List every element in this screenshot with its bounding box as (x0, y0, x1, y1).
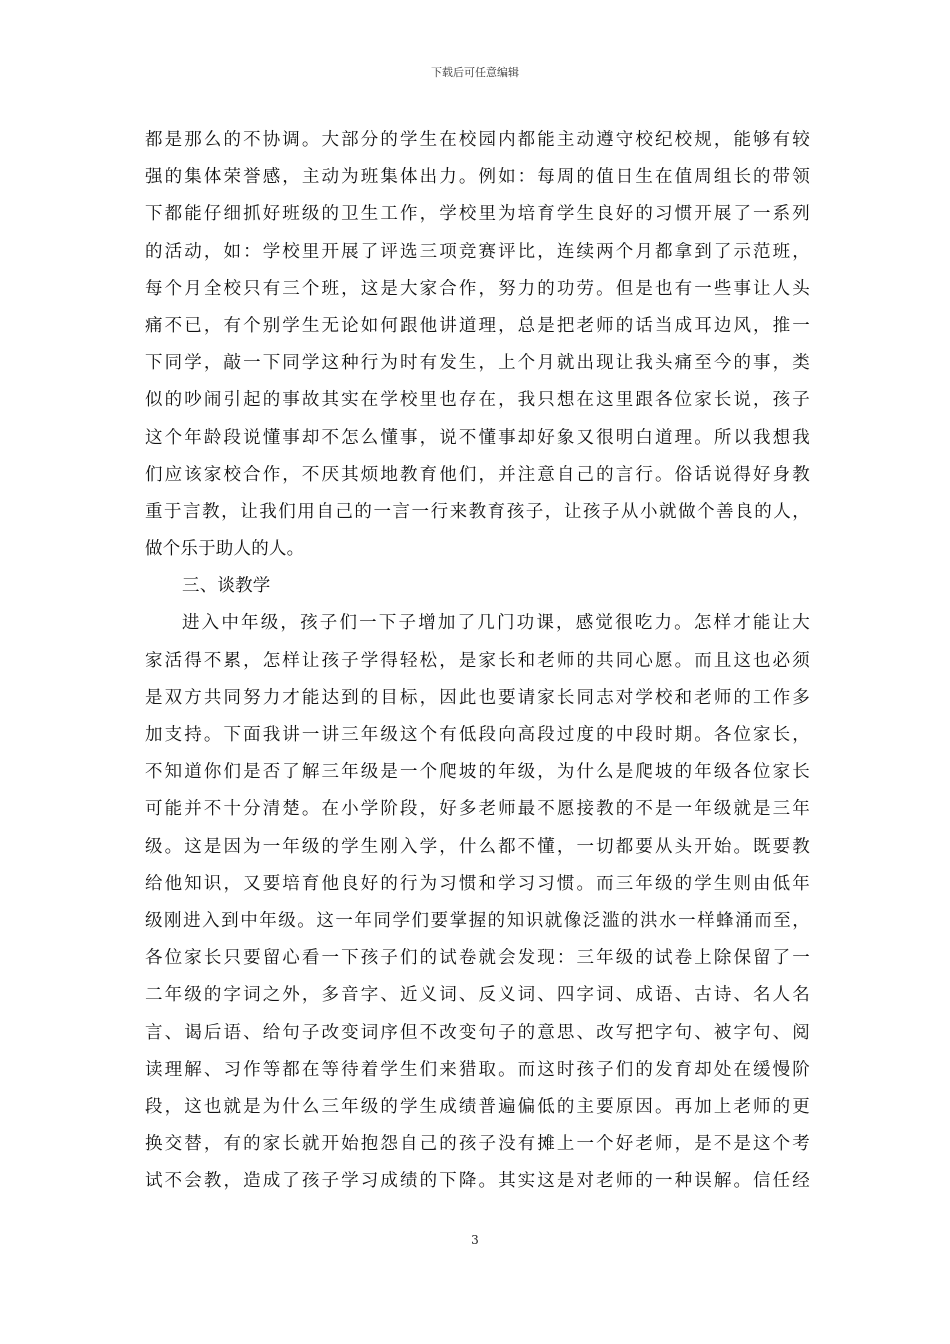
body-line: 加支持。下面我讲一讲三年级这个有低段向高段过度的中段时期。各位家长， (145, 725, 810, 745)
body-line: 各位家长只要留心看一下孩子们的试卷就会发现：三年级的试卷上除保留了一 (145, 948, 810, 969)
body-line: 给他知识，又要培育他良好的行为习惯和学习习惯。而三年级的学生则由低年 (145, 873, 810, 894)
body-line: 每个月全校只有三个班，这是大家合作，努力的功劳。但是也有一些事让人头 (145, 278, 810, 299)
body-line: 二年级的字词之外，多音字、近义词、反义词、四字词、成语、古诗、名人名 (145, 985, 810, 1006)
body-line: 言、谒后语、给句子改变词序但不改变句子的意思、改写把字句、被字句、阅 (145, 1022, 810, 1043)
body-line: 试不会教，造成了孩子学习成绩的下降。其实这是对老师的一种误解。信任经 (145, 1171, 810, 1192)
document-body (145, 122, 810, 1200)
body-line: 下都能仔细抓好班级的卫生工作，学校里为培育学生良好的习惯开展了一系列 (145, 204, 810, 225)
body-line: 们应该家校合作，不厌其烦地教育他们，并注意自己的言行。俗话说得好身教 (145, 464, 810, 485)
body-line: 级刚进入到中年级。这一年同学们要掌握的知识就像泛滥的洪水一样蜂涌而至， (145, 910, 810, 931)
body-line: 的活动，如：学校里开展了评选三项竞赛评比，连续两个月都拿到了示范班， (145, 241, 810, 262)
body-line: 是双方共同努力才能达到的目标，因此也要请家长同志对学校和老师的工作多 (145, 687, 810, 708)
body-line: 重于言教，让我们用自己的一言一行来教育孩子，让孩子从小就做个善良的人， (145, 501, 810, 522)
body-line: 换交替，有的家长就开始抱怨自己的孩子没有摊上一个好老师，是不是这个考 (145, 1134, 810, 1155)
body-line: 下同学，敲一下同学这种行为时有发生，上个月就出现让我头痛至今的事，类 (145, 353, 810, 374)
section-heading: 三、谈教学 (182, 576, 271, 597)
body-line: 做个乐于助人的人。 (145, 539, 305, 560)
body-line: 强的集体荣誉感，主动为班集体出力。例如：每周的值日生在值周组长的带领 (145, 167, 810, 188)
body-line: 都是那么的不协调。大部分的学生在校园内都能主动遵守校纪校规，能够有较 (145, 130, 810, 150)
body-line: 这个年龄段说懂事却不怎么懂事，说不懂事却好象又很明白道理。所以我想我 (145, 427, 810, 448)
body-line: 可能并不十分清楚。在小学阶段，好多老师最不愿接教的不是一年级就是三年 (145, 799, 810, 820)
body-line: 段，这也就是为什么三年级的学生成绩普遍偏低的主要原因。再加上老师的更 (145, 1096, 810, 1117)
page-number: 3 (471, 1233, 479, 1247)
body-line: 似的吵闹引起的事故其实在学校里也存在，我只想在这里跟各位家长说，孩子 (145, 390, 810, 411)
page-header: 下载后可任意编辑 (431, 66, 519, 79)
body-line: 读理解、习作等都在等待着学生们来猎取。而这时孩子们的发育却处在缓慢阶 (145, 1059, 810, 1080)
body-line: 家活得不累，怎样让孩子学得轻松，是家长和老师的共同心愿。而且这也必须 (145, 650, 810, 671)
body-line: 进入中年级，孩子们一下子增加了几门功课，感觉很吃力。怎样才能让大 (182, 613, 810, 634)
body-line: 不知道你们是否了解三年级是一个爬坡的年级，为什么是爬坡的年级各位家长 (145, 762, 810, 783)
body-line: 级。这是因为一年级的学生刚入学，什么都不懂，一切都要从头开始。既要教 (145, 836, 810, 857)
body-line: 痛不已，有个别学生无论如何跟他讲道理，总是把老师的话当成耳边风，推一 (145, 315, 810, 336)
